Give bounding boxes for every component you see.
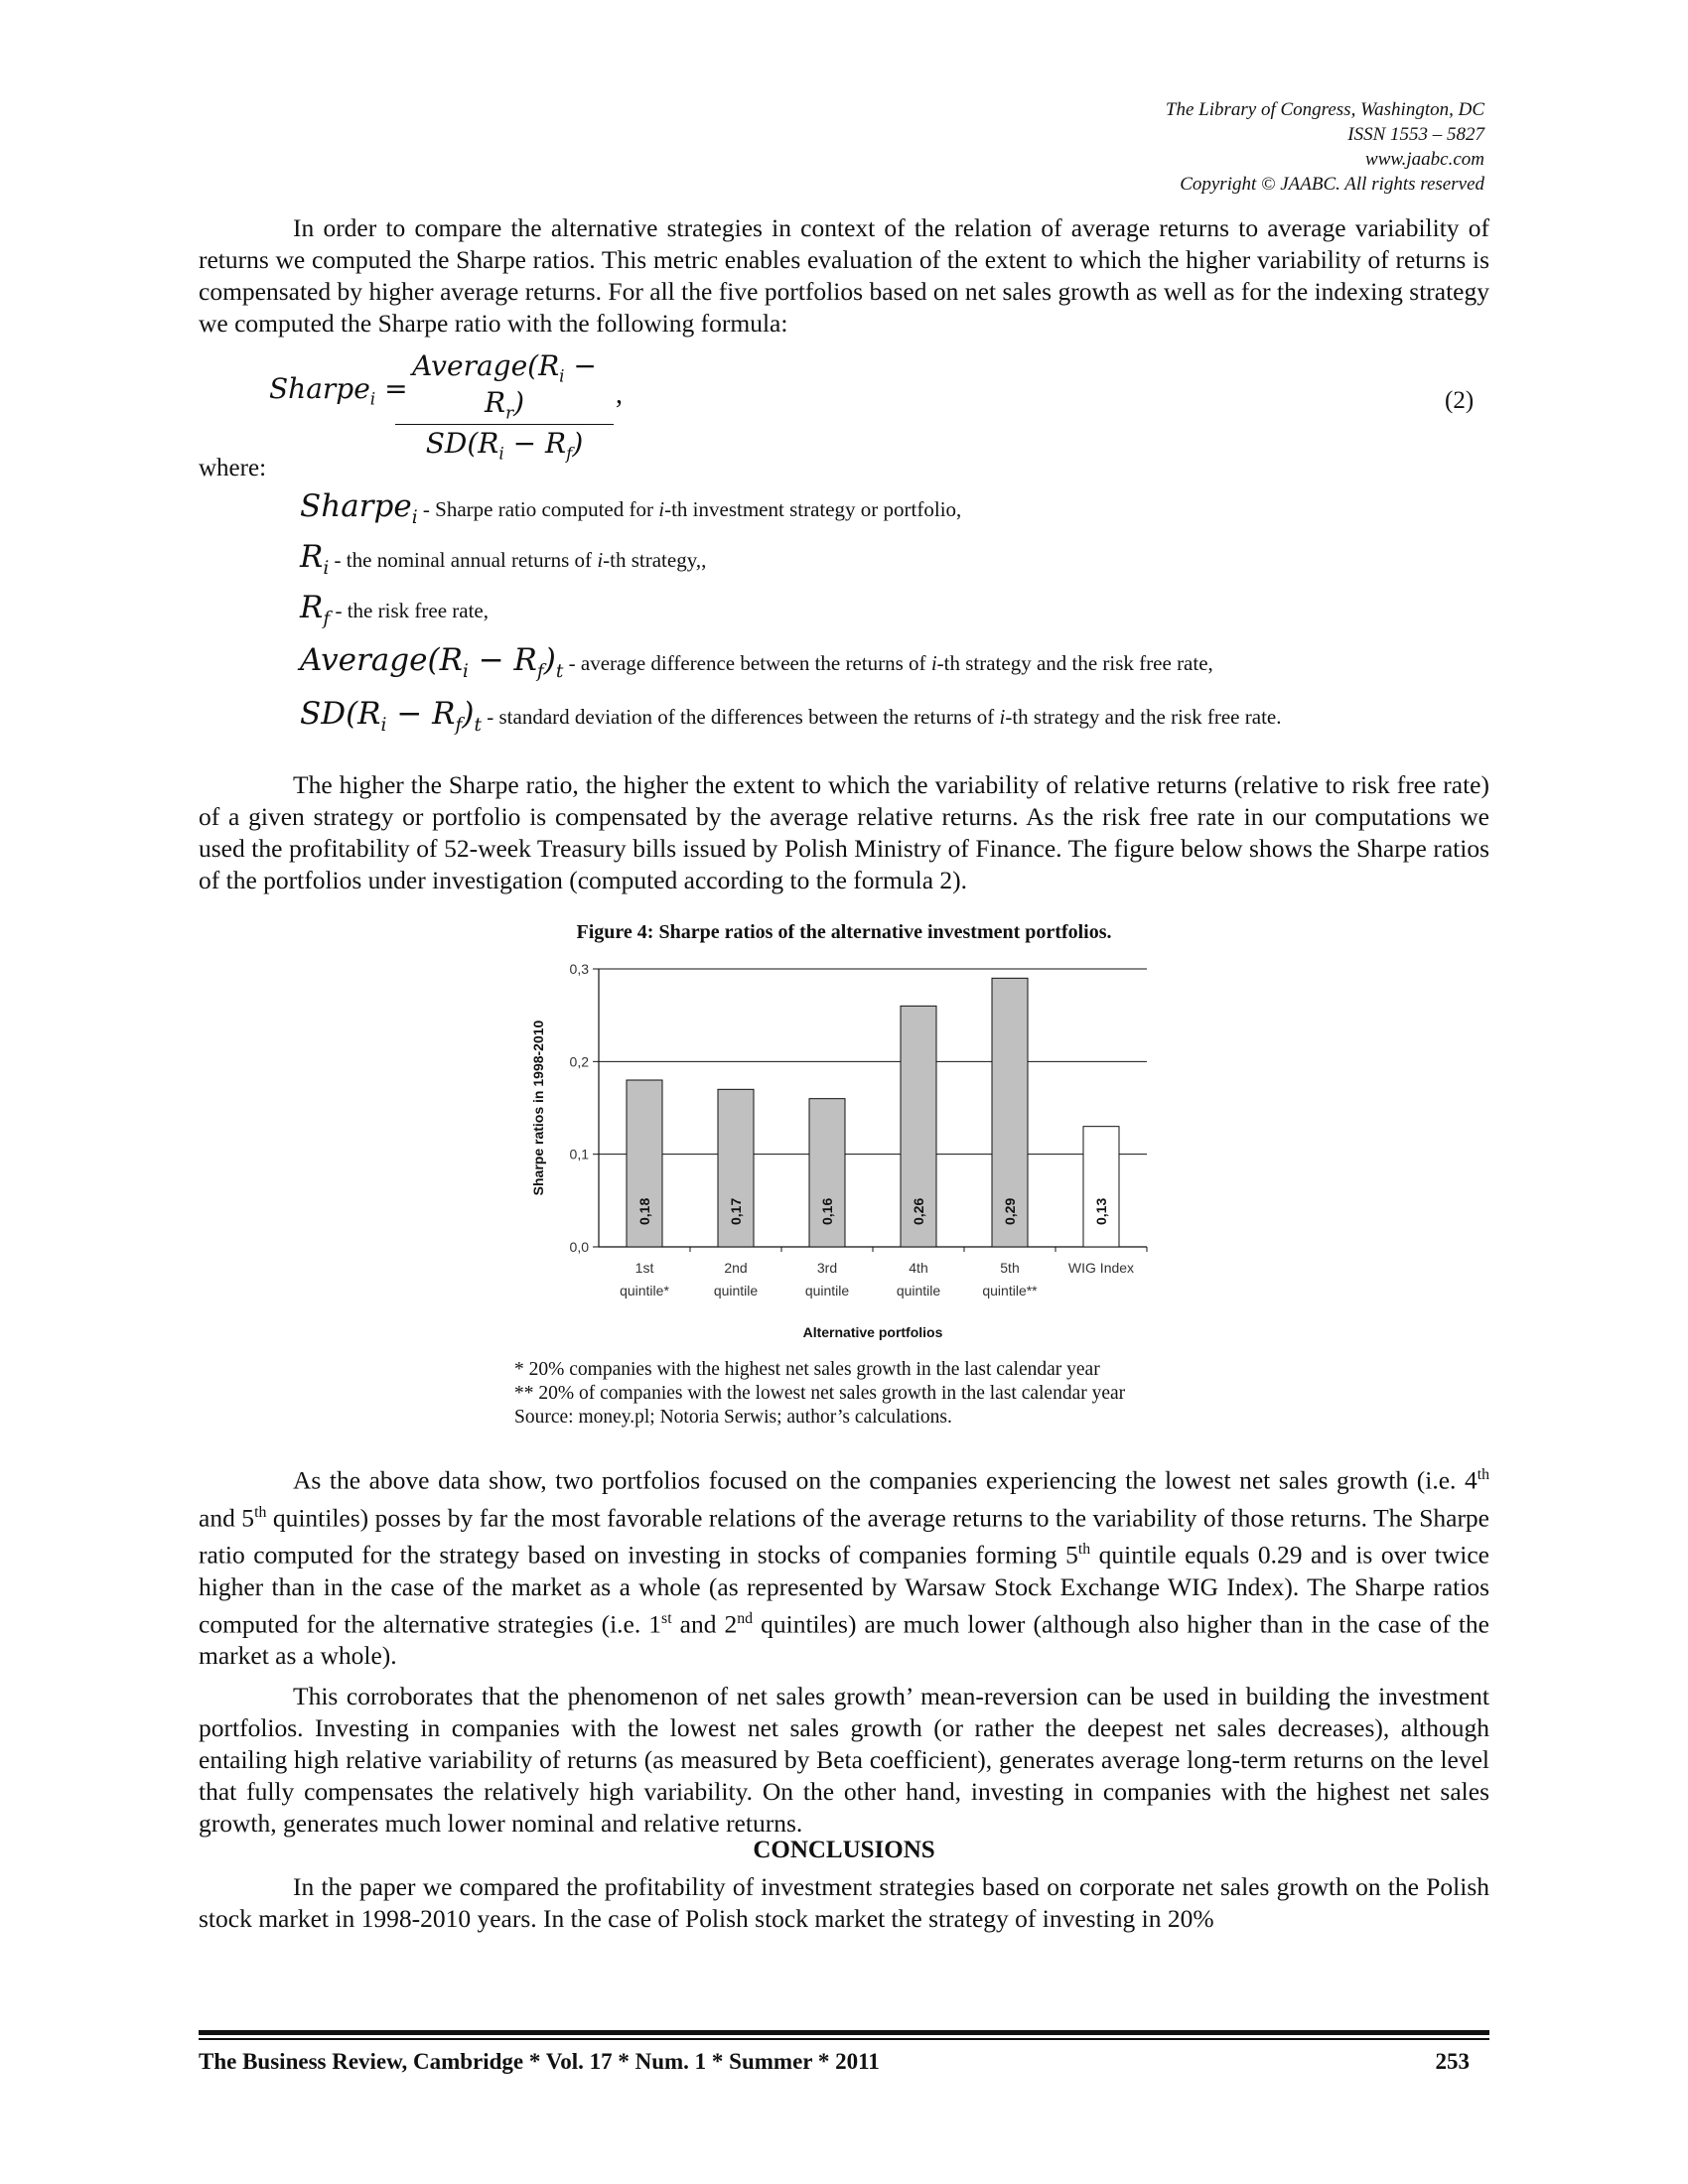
bar-value-label: 0,13 [1093, 1197, 1109, 1225]
formula-fraction [395, 349, 614, 464]
where-label: where: [199, 455, 267, 481]
y-tick-label: 0,1 [569, 1146, 589, 1162]
x-tick-label: 2nd [724, 1260, 748, 1276]
header-line-2: ISSN 1553 – 5827 [1347, 124, 1484, 145]
x-tick-label: quintile** [982, 1283, 1038, 1298]
figure-notes [514, 1358, 1125, 1430]
x-tick-label: quintile [713, 1283, 759, 1298]
footer-rule-thin [199, 2038, 1489, 2040]
intro-paragraph: In order to compare the alternative strategies in context of the relation of average returns to average variability of returns we computed the Sharpe ratios. This metric enables evaluation of the extent to which the higher variability of returns is compensated by higher average returns. For all the five portfolios based on net sales growth as well as for the indexing strategy we computed the Sharpe ratio with the following formula: [199, 213, 1489, 338]
definition-sharpe: Sharpe$_i$ - Sharpe ratio computed for i-th investment strategy or portfolio, [300, 488, 962, 529]
header-line-3: www.jaabc.com [1365, 149, 1484, 170]
formula-denominator: $SD(R_i - R_f)$ [425, 427, 584, 464]
paragraph-results: As the above data show, two portfolios focused on the companies experiencing the lowest net sales growth (i.e. 4th and 5th quintiles) posses by far the most favorable relations of the average returns to the variability of those returns. The Sharpe ratio computed for the strategy based on investing in stocks of companies forming 5th quintile equals 0.29 and is over twice higher than in the case of the market as a whole (as represented by Warsaw Stock Exchange WIG Index). The Sharpe ratios computed for the alternative strategies (i.e. 1st and 2nd quintiles) are much lower (although also higher than in the case of the market as a whole). [199, 1465, 1489, 1670]
bar [1083, 1127, 1119, 1247]
footer-rule-thick [199, 2030, 1489, 2035]
x-tick-label: 3rd [816, 1260, 838, 1276]
footer [199, 2049, 1489, 2075]
footer-journal: The Business Review, Cambridge * Vol. 17 * Num. 1 * Summer * 2011 [199, 2049, 880, 2074]
formula-lhs-name: Sharpe [269, 372, 370, 405]
definition-rf: $R_f$ - the risk free rate, [300, 590, 489, 630]
y-tick-label: 0,3 [569, 961, 589, 977]
bar-value-label: 0,18 [636, 1197, 652, 1225]
conclusions-heading: CONCLUSIONS [753, 1837, 935, 1863]
bar-value-label: 0,16 [819, 1197, 835, 1225]
definition-sd: $SD(R_i - R_f)_t$ - standard deviation of the differences between the returns of i-th strategy and the risk free rate. [300, 696, 1282, 737]
formula-numerator: $Average(R_i - R_r)$ [412, 349, 597, 423]
figure-note-2: ** 20% of companies with the lowest net sales growth in the last calendar year [514, 1383, 1126, 1404]
figure-note-1: * 20% companies with the highest net sales growth in the last calendar year [514, 1359, 1100, 1380]
x-tick-label: 1st [634, 1260, 654, 1276]
x-tick-label: quintile [804, 1283, 850, 1298]
paragraph-sharpe-explanation: The higher the Sharpe ratio, the higher the extent to which the variability of relative returns (relative to risk free rate) of a given strategy or portfolio is compensated by the average relative returns. As the risk free rate in our computations we used the profitability of 52-week Treasury bills issued by Polish Ministry of Finance. The figure below shows the Sharpe ratios of the portfolios under investigation (computed according to the formula 2). [199, 770, 1489, 894]
bar-value-label: 0,29 [1002, 1197, 1018, 1225]
figure-note-source: Source: money.pl; Notoria Serwis; author’s calculations. [514, 1407, 952, 1428]
paragraph-conclusions: In the paper we compared the profitability of investment strategies based on corporate net sales growth on the Polish stock market in 1998-2010 years. In the case of Polish stock market the strategy of investing in 20% [199, 1872, 1489, 1933]
x-tick-label: 5th [1000, 1260, 1020, 1276]
paragraph-corroboration: This corroborates that the phenomenon of net sales growth’ mean-reversion can be used in building the investment portfolios. Investing in companies with the lowest net sales growth (or rather the deepest net sales decreases), although entailing high relative variability of returns (as measured by Beta coefficient), generates average long-term returns on the level that fully compensates the relatively high variability. On the other hand, investing in companies with the highest net sales growth, generates much lower nominal and relative returns. [199, 1682, 1489, 1838]
running-header [1166, 97, 1484, 197]
definition-average: $Average(R_i - R_f)_t$ - average difference between the returns of i-th strategy and the risk free rate, [300, 642, 1213, 683]
formula-lhs [269, 372, 408, 409]
y-axis-label: Sharpe ratios in 1998-2010 [530, 1020, 546, 1196]
sharpe-bar-chart [516, 948, 1172, 1345]
bar-value-label: 0,26 [911, 1197, 926, 1225]
formula-comma: , [616, 379, 623, 410]
x-tick-label: quintile* [620, 1283, 669, 1298]
header-line-4: Copyright © JAABC. All rights reserved [1180, 174, 1484, 195]
equation-number: (2) [1445, 387, 1475, 414]
x-tick-label: 4th [909, 1260, 928, 1276]
y-tick-label: 0,0 [569, 1239, 589, 1255]
x-axis-label: Alternative portfolios [802, 1324, 943, 1340]
x-tick-label: WIG Index [1067, 1260, 1135, 1276]
bar-value-label: 0,17 [728, 1197, 744, 1225]
formula-fraction-bar [395, 424, 614, 425]
page-number: 253 [1435, 2049, 1470, 2074]
definition-ri: $R_i$ - the nominal annual returns of i-th strategy,, [300, 539, 707, 580]
x-tick-label: quintile [896, 1283, 941, 1298]
y-tick-label: 0,2 [569, 1053, 589, 1070]
header-line-1: The Library of Congress, Washington, DC [1165, 99, 1484, 120]
formula-equals: = [384, 372, 408, 405]
formula-lhs-sub: i [369, 388, 376, 409]
figure-title: Figure 4: Sharpe ratios of the alternative investment portfolios. [576, 921, 1112, 943]
